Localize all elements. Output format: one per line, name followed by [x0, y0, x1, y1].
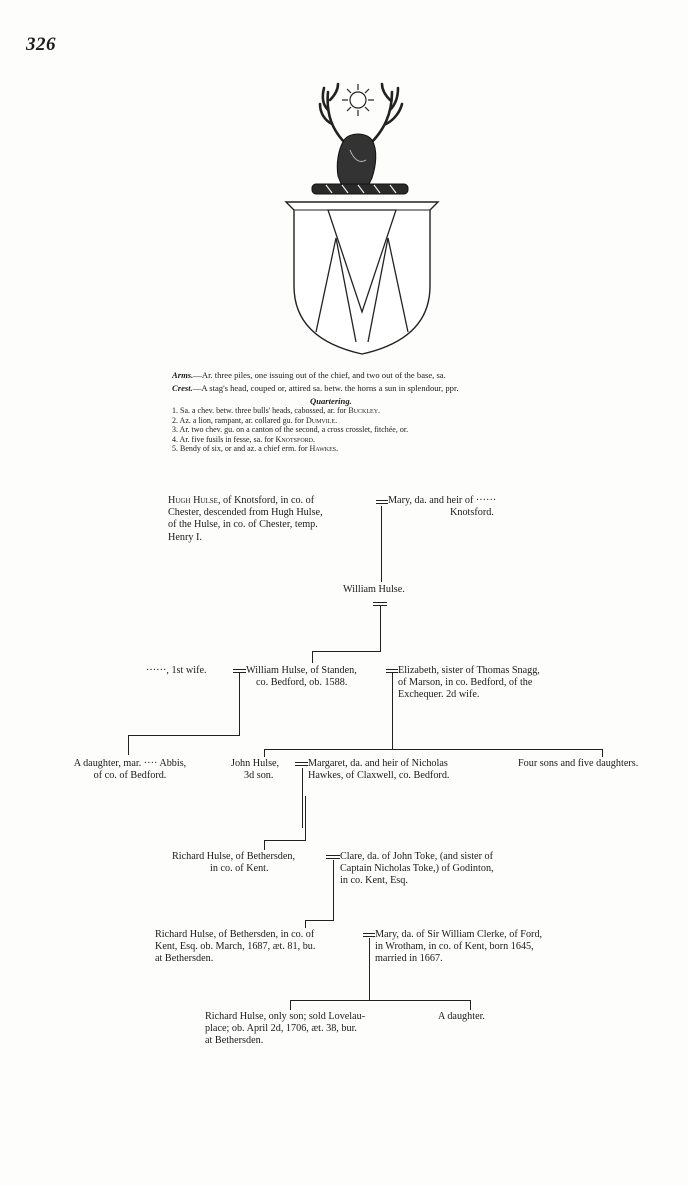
quartering-item: 5. Bendy of six, or and az. a chief erm. for Hawkes.	[172, 444, 339, 454]
quartering-item: 1. Sa. a chev. betw. three bulls' heads, cabossed, ar. for Buckley.	[172, 406, 381, 415]
shield-icon	[286, 202, 438, 354]
hugh-hulse-name: Hugh Hulse	[168, 495, 218, 506]
crest-label: Crest.	[172, 383, 193, 393]
page-number: 326	[26, 34, 56, 55]
quartering-list	[172, 406, 408, 454]
mary-clerke-entry: Mary, da. of Sir William Clerke, of Ford, in Wrotham, in co. of Kent, born 1645, married in 1667.	[375, 929, 543, 965]
crest-blazon	[172, 383, 612, 394]
clare-toke-entry: Clare, da. of John Toke, (and sister of Captain Nicholas Toke,) of Godinton, in co. Kent, Esq.	[340, 851, 494, 887]
hugh-hulse-entry: Hugh Hulse, of Knotsford, in co. of Chester, descended from Hugh Hulse, of the Hulse, in co. of Chester, temp. Henry I.	[168, 495, 323, 543]
quartering-item: 3. Ar. two chev. gu. on a canton of the second, a cross crosslet, fitchée, or.	[172, 425, 409, 435]
arms-text: —Ar. three piles, one issuing out of the chief, and two out of the base, sa.	[193, 370, 446, 380]
richard-hulse-only-son-entry: Richard Hulse, only son; sold Lovelau- place; ob. April 2d, 1706, æt. 38, bur. at Bethersden.	[205, 1011, 366, 1047]
william-hulse-entry: William Hulse.	[343, 584, 405, 595]
quartering-title: Quartering.	[310, 396, 352, 406]
coat-of-arms-illustration	[280, 80, 445, 360]
sun-icon	[342, 84, 374, 116]
daughter-entry: A daughter.	[438, 1011, 485, 1022]
crest-text: —A stag's head, couped or, attired sa. betw. the horns a sun in splendour, ppr.	[192, 383, 459, 393]
quartering-item: 4. Ar. five fusils in fesse, sa. for Knotsford.	[172, 434, 315, 444]
margaret-hawkes-entry: Margaret, da. and heir of Nicholas Hawkes, of Claxwell, co. Bedford.	[308, 758, 450, 782]
richard-hulse-bethersden-entry: Richard Hulse, of Bethersden, in co. of Kent.	[172, 851, 296, 875]
daughter-abbis-entry: A daughter, mar. ···· Abbis, of co. of Bedford.	[73, 758, 187, 782]
elizabeth-snagg-entry: Elizabeth, sister of Thomas Snagg, of Marson, in co. Bedford, of the Exchequer. 2d wife.	[398, 665, 540, 701]
william-hulse-standen-entry: William Hulse, of Standen, co. Bedford, ob. 1588.	[246, 665, 357, 689]
mary-knotsford-entry: Mary, da. and heir of ······ Knotsford.	[388, 495, 497, 519]
arms-blazon	[172, 370, 612, 381]
four-sons-five-daughters: Four sons and five daughters.	[518, 758, 639, 769]
first-wife-entry: ······, 1st wife.	[146, 665, 207, 676]
arms-label: Arms.	[172, 370, 194, 380]
quartering-item: 2. Az. a lion, rampant, ar. collared gu. for Dumvile.	[172, 415, 338, 425]
john-hulse-entry: John Hulse, 3d son.	[231, 758, 280, 782]
richard-hulse-1687-entry: Richard Hulse, of Bethersden, in co. of Kent, Esq. ob. March, 1687, æt. 81, bu. at Bethersden.	[155, 929, 316, 965]
